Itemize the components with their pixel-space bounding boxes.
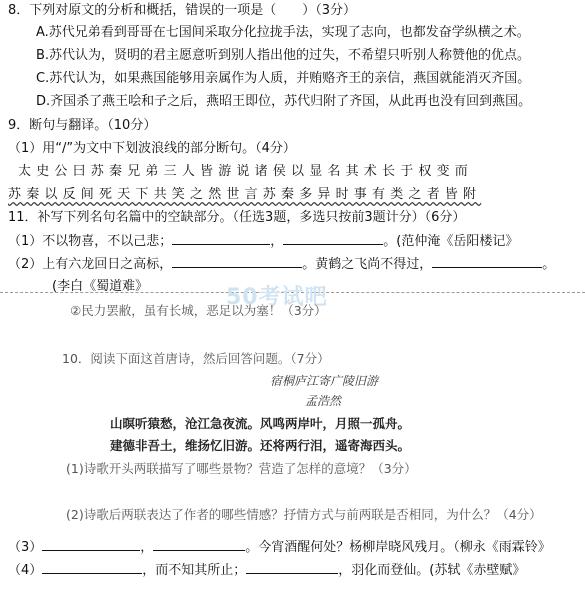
q11-item2-tail: 。: [542, 257, 556, 272]
q11-item4-mid: ，而不知其所止；: [142, 563, 247, 578]
q10-sub1: (1)诗歌开头两联描写了哪些景物？营造了怎样的意境？（3分）: [66, 461, 417, 476]
q8-option-b: B.苏代认为，贤明的君主愿意听到别人指出他的过失，不希望只听别人称赞他的优点。: [36, 48, 531, 63]
q10-sub2: (2)诗歌后两联表达了作者的哪些情感？抒情方式与前两联是否相同，为什么？（4分）: [66, 507, 542, 522]
q11-item1-sep: ，: [270, 234, 284, 249]
q11-item2-mid: 。黄鹤之飞尚不得过，: [302, 257, 433, 272]
q11-item4-text: ，羽化而登仙。(苏轼《赤壁赋》: [338, 563, 526, 578]
q11-item2-blank1[interactable]: [172, 255, 302, 268]
q11-item2-source: (李白《蜀道难》: [52, 279, 149, 294]
q11-item4-num: （4）: [8, 563, 43, 578]
q11-item1: [8, 232, 518, 251]
q11-item4-blank2[interactable]: [246, 561, 338, 574]
q11-item2: [8, 255, 555, 274]
poem-line-1: 山暝听猿愁，沧江急夜流。风鸣两岸叶，月照一孤舟。: [110, 416, 411, 431]
poem-title: 宿桐庐江寄广陵旧游: [270, 374, 379, 388]
q9-stem: 9．断句与翻译。（10分）: [8, 118, 157, 133]
q11-item3-blank1[interactable]: [42, 538, 140, 551]
q9-sub1: （1）用“/”为文中下划波浪线的部分断句。（4分）: [8, 141, 296, 156]
q11-item3-sep: ，: [140, 540, 154, 555]
q11-item4-blank1[interactable]: [42, 561, 142, 574]
q11-item3: [8, 538, 551, 557]
q11-item2-text: （2）上有六龙回日之高标，: [8, 257, 173, 272]
q11-item1-text: （1）不以物喜，不以己悲；: [8, 234, 173, 249]
q11-item3-num: （3）: [8, 540, 43, 555]
q11-item3-blank2[interactable]: [153, 538, 245, 551]
q8-option-a: A.苏代兄弟看到哥哥在七国间采取分化拉拢手法，实现了志向，也都发奋学纵横之术。: [36, 25, 530, 40]
q9-passage-line1: 太史公曰苏秦兄弟三人皆游说诸侯以显名其术长于权变而: [18, 164, 474, 179]
q11-item1-blank2[interactable]: [283, 232, 383, 245]
q11-item4: [8, 561, 525, 580]
poem-line-2: 建德非吾土，维扬忆旧游。还将两行泪，遥寄海西头。: [110, 438, 411, 453]
q8-option-c: C.苏代认为，如果燕国能够用亲属作为人质，并贿赂齐王的亲信，燕国就能消灭齐国。: [36, 71, 531, 86]
q9-passage-line2: 苏秦以反间死天下共笑之然世言苏秦多异时事有类之者皆附: [8, 187, 482, 202]
scan-line-a: ②民力罢敝，虽有长城，恶足以为塞！（3分）: [70, 303, 327, 318]
q11-item3-text: 。今宵酒醒何处？杨柳岸晓风残月。（柳永《雨霖铃》: [245, 540, 551, 555]
poem-author: 孟浩然: [305, 394, 342, 408]
q8-option-d: D.齐国杀了燕王哙和子之后，燕昭王即位，苏代归附了齐国，从此再也没有回到燕国。: [36, 94, 532, 109]
q10-stem: 10．阅读下面这首唐诗，然后回答问题。（7分）: [62, 351, 330, 366]
q11-item1-blank1[interactable]: [172, 232, 270, 245]
watermark-logo: 50考试吧: [226, 285, 328, 310]
q11-stem: 11．补写下列名句名篇中的空缺部分。（任选3题，多选只按前3题计分）（6分）: [8, 210, 466, 225]
q8-stem: 8．下列对原文的分析和概括，错误的一项是（ ）（3分）: [8, 3, 357, 18]
q11-item2-blank2[interactable]: [432, 255, 542, 268]
q11-item1-source: 。(范仲淹《岳阳楼记》: [383, 234, 519, 249]
